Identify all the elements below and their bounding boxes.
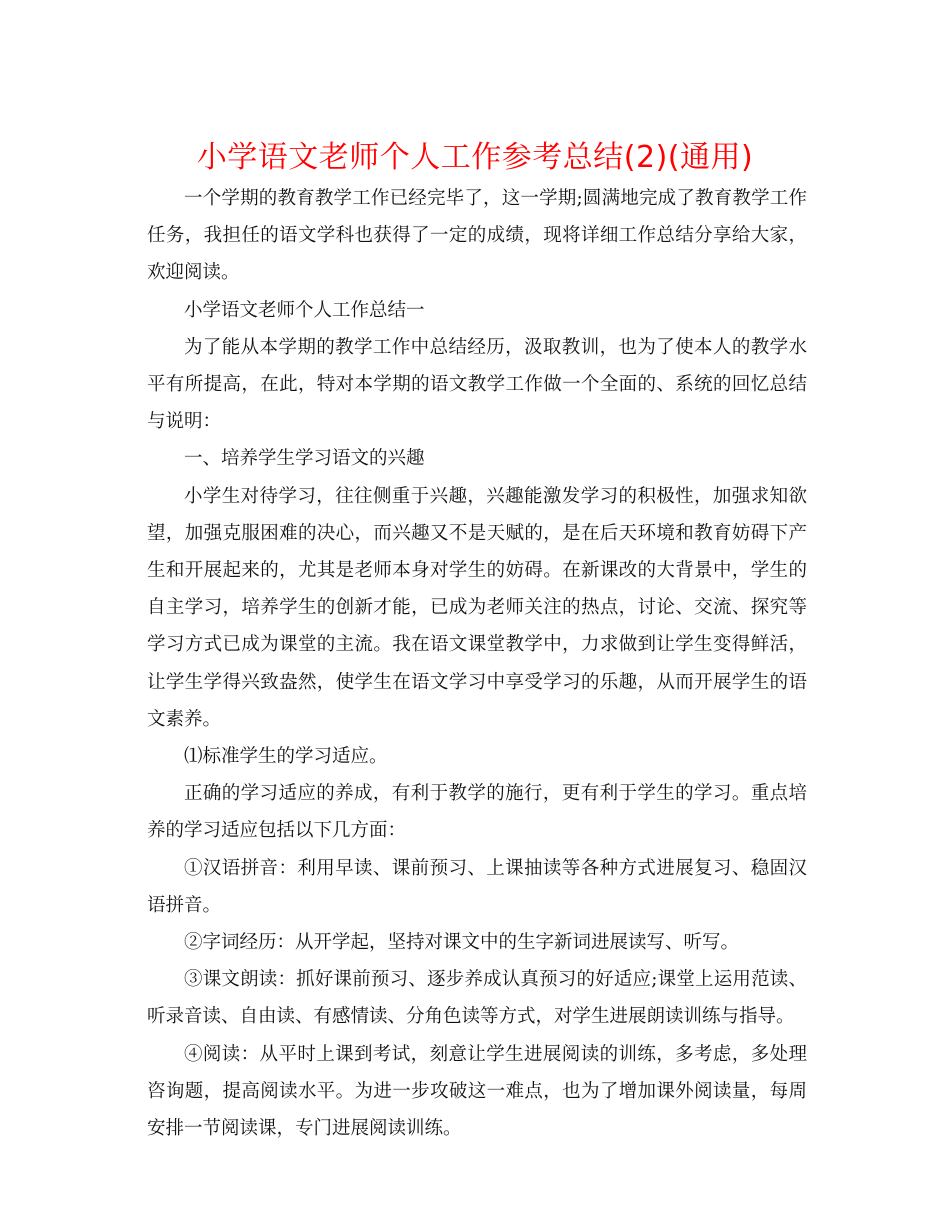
document-body: [147, 180, 807, 1147]
section-heading: 小学语文老师个人工作总结一: [184, 299, 425, 321]
subsection-heading: ⑴标准学生的学习适应。: [184, 746, 388, 768]
document-title: 小学语文老师个人工作参考总结(2)(通用): [196, 140, 754, 175]
list-item: ①汉语拼音：利用早读、课前预习、上课抽读等各种方式进展复习、稳固汉语拼音。: [147, 857, 807, 916]
paragraph-intro: 一个学期的教育教学工作已经完毕了，这一学期;圆满地完成了教育教学工作任务，我担任的语文学科也获得了一定的成绩，现将详细工作总结分享给大家，欢迎阅读。: [147, 188, 807, 284]
list-item: ②字词经历：从开学起，坚持对课文中的生字新词进展读写、听写。: [184, 932, 740, 954]
list-item: ③课文朗读：抓好课前预习、逐步养成认真预习的好适应;课堂上运用范读、听录音读、自由读、有感情读、分角色读等方式，对学生进展朗读训练与指导。: [147, 969, 807, 1028]
paragraph: 正确的学习适应的养成，有利于教学的施行，更有利于学生的学习。重点培养的学习适应包括以下几方面：: [147, 783, 807, 842]
paragraph: 为了能从本学期的教学工作中总结经历，汲取教训，也为了使本人的教学水平有所提高，在此，特对本学期的语文教学工作做一个全面的、系统的回忆总结与说明：: [147, 336, 807, 433]
list-item: ④阅读：从平时上课到考试，刻意让学生进展阅读的训练，多考虑，多处理咨询题，提高阅读水平。为进一步攻破这一难点，也为了增加课外阅读量，每周安排一节阅读课，专门进展阅读训练。: [147, 1043, 807, 1140]
subsection-heading: 一、培养学生学习语文的兴趣: [184, 448, 425, 470]
paragraph: 小学生对待学习，往往侧重于兴趣，兴趣能激发学习的积极性，加强求知欲望，加强克服困难的决心，而兴趣又不是天赋的，是在后天环境和教育妨碍下产生和开展起来的，尤其是老师本身对学生的妨碍。在新课改的大背景中，学生的自主学习，培养学生的创新才能，已成为老师关注的热点，讨论、交流、探究等学习方式已成为课堂的主流。我在语文课堂教学中，力求做到让学生变得鲜活，让学生学得兴致盎然，使学生在语文学习中享受学习的乐趣，从而开展学生的语文素养。: [147, 485, 807, 730]
